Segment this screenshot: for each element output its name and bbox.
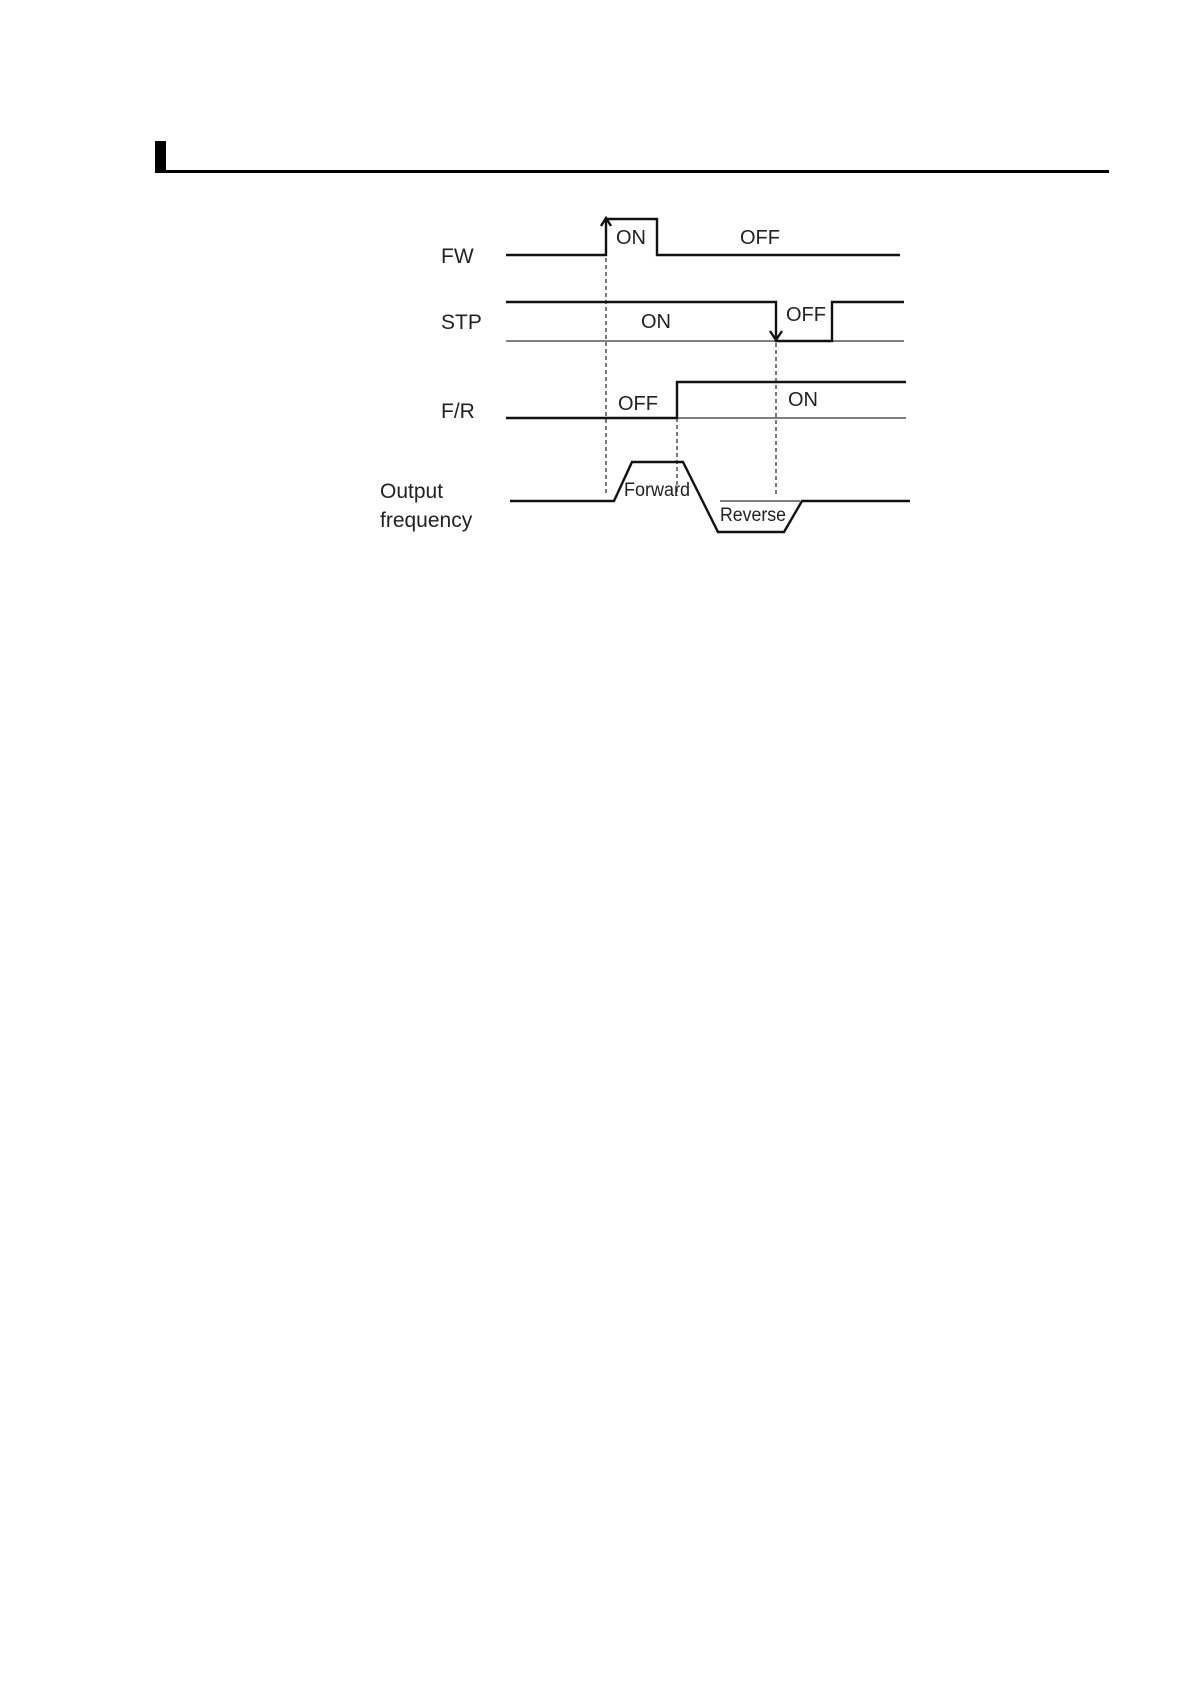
reverse-segment-label: Reverse xyxy=(720,505,786,526)
fr-signal-label: F/R xyxy=(441,400,475,423)
fr-on-label: ON xyxy=(788,389,818,411)
stp-waveform xyxy=(506,302,904,341)
output-label-line2: frequency xyxy=(380,509,473,532)
fr-off-label: OFF xyxy=(618,393,658,415)
fw-off-label: OFF xyxy=(740,227,780,249)
fw-on-label: ON xyxy=(616,227,646,249)
stp-on-label: ON xyxy=(641,311,671,333)
fw-signal-label: FW xyxy=(441,245,474,268)
stp-signal-label: STP xyxy=(441,311,482,334)
stp-off-label: OFF xyxy=(786,304,826,326)
output-label-line1: Output xyxy=(380,480,444,503)
output-frequency-waveform xyxy=(510,462,910,532)
forward-segment-label: Forward xyxy=(624,480,690,501)
fw-waveform xyxy=(506,219,900,255)
fr-waveform xyxy=(506,382,906,418)
